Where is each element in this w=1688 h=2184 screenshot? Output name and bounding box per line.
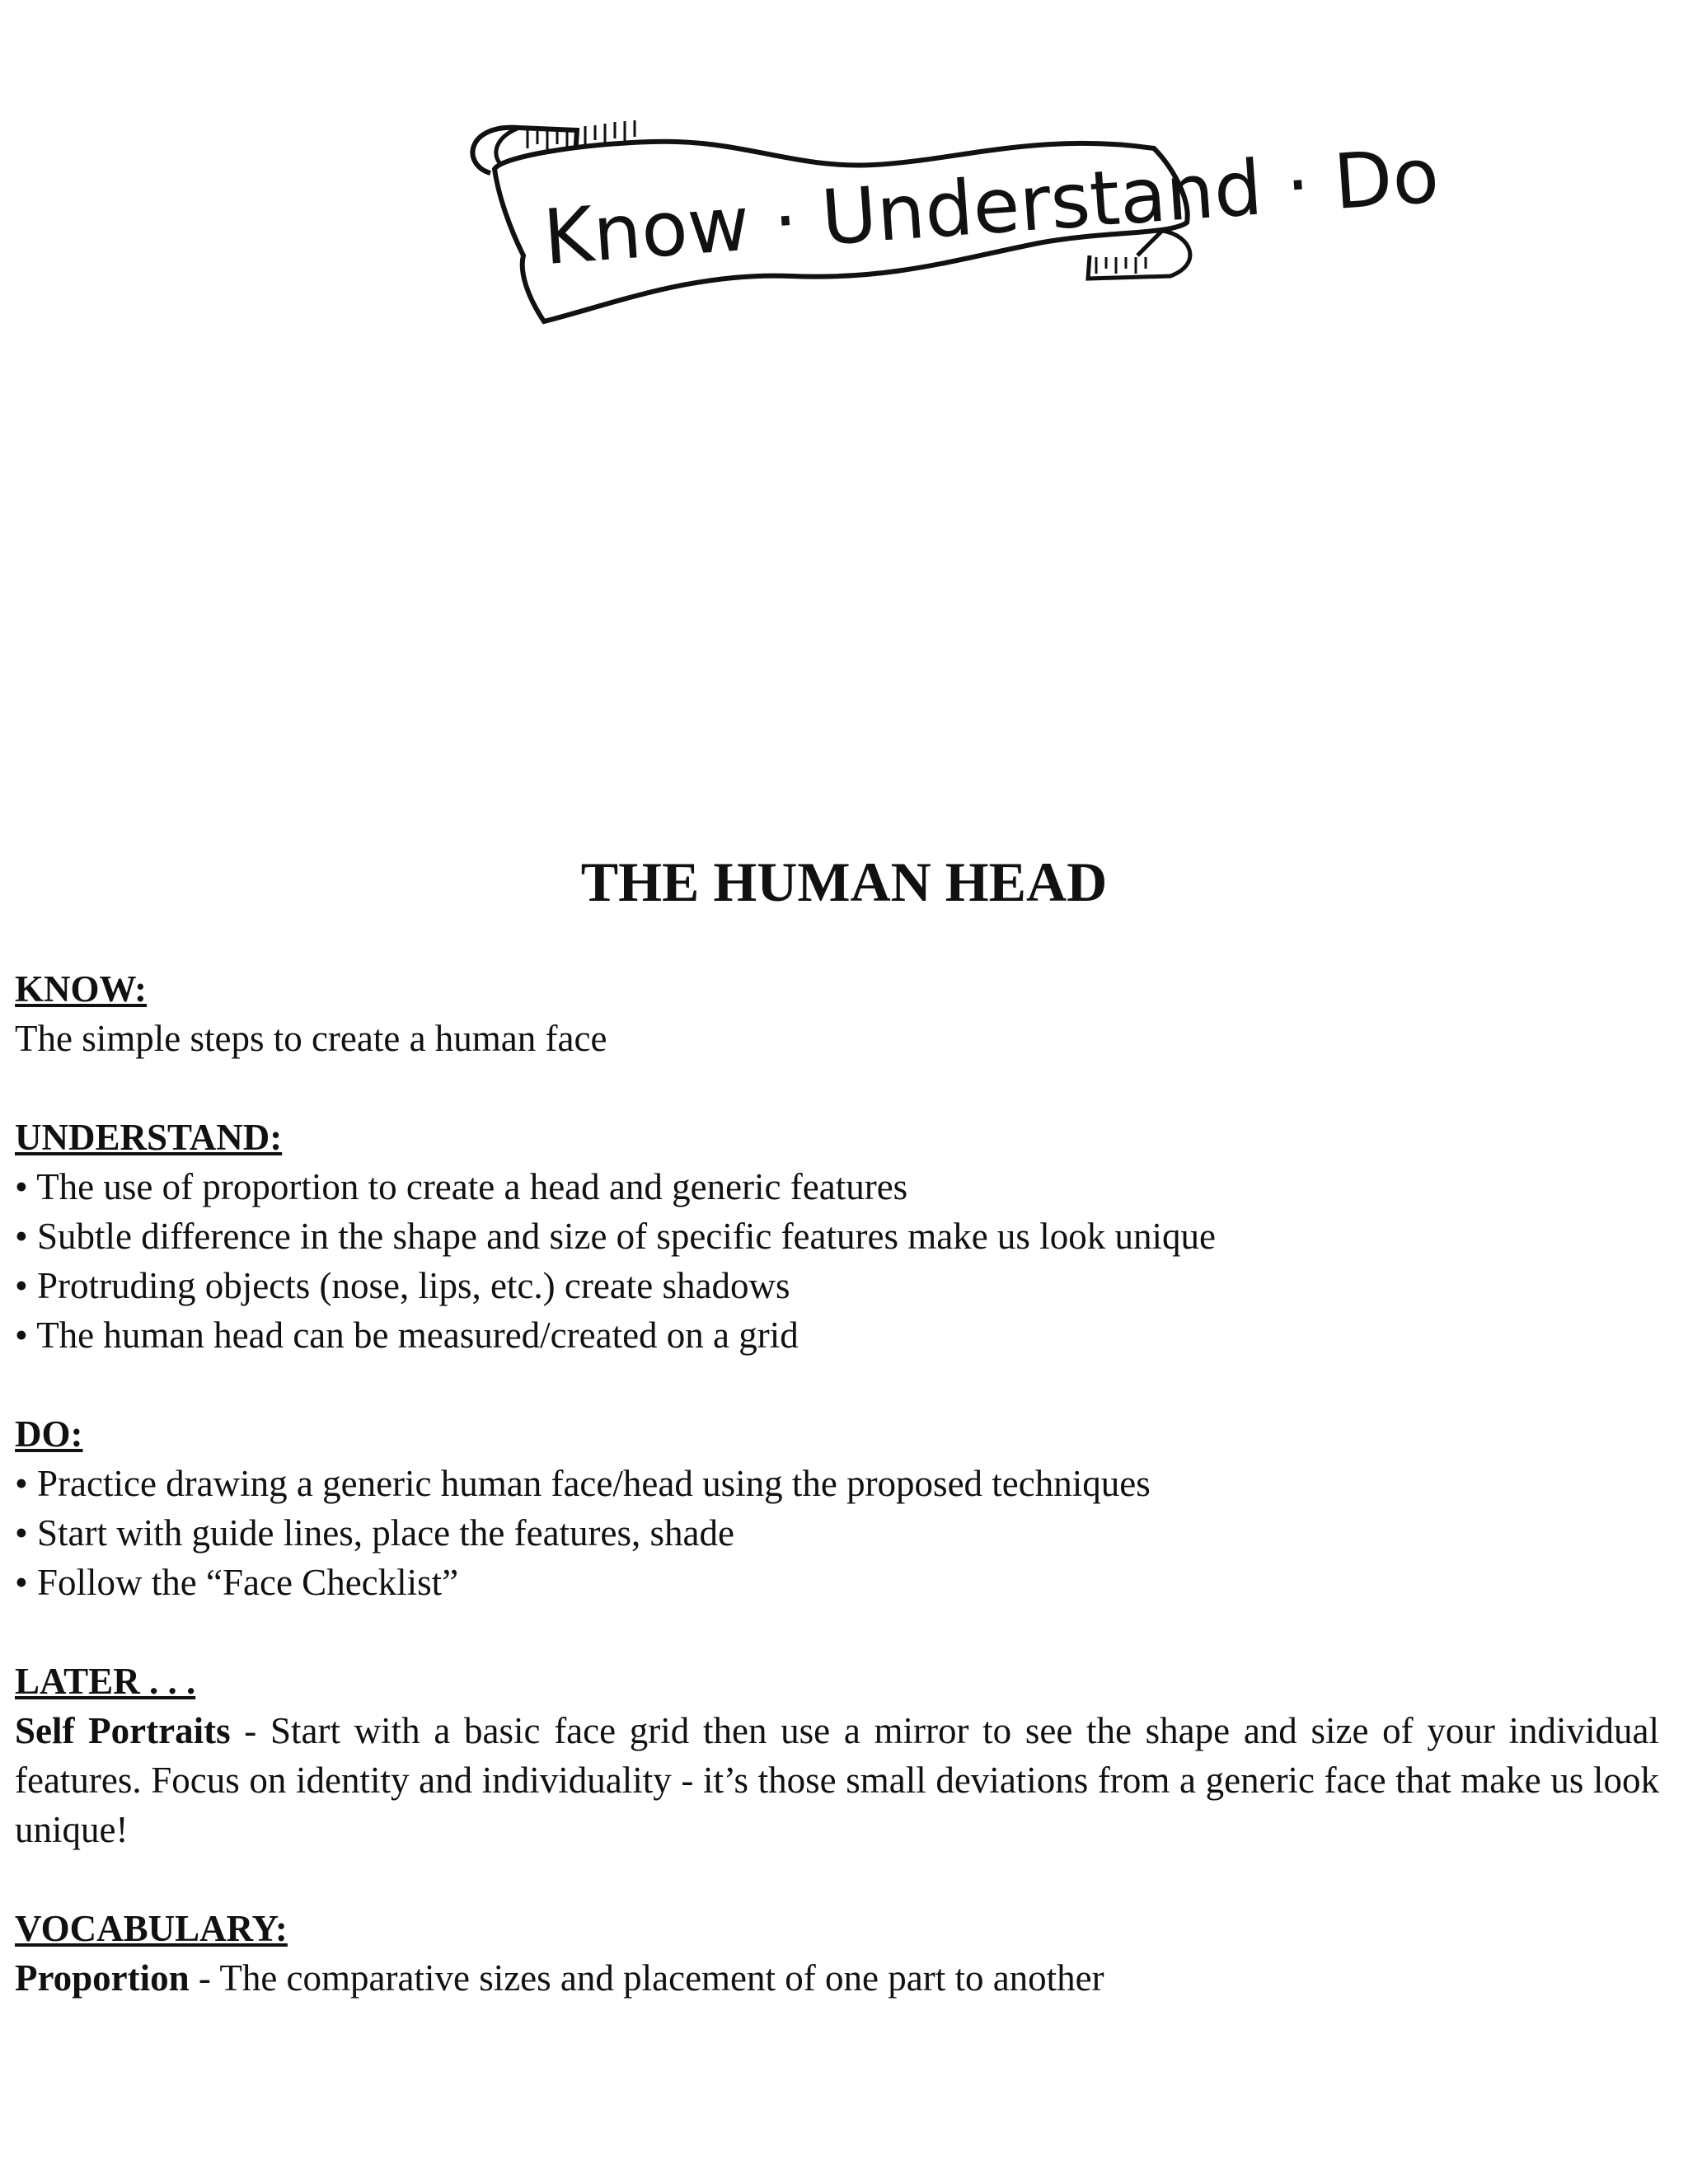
do-list [15,1459,1659,1607]
vocabulary-text: - The comparative sizes and placement of one part to another [189,1957,1104,1999]
know-understand-do-banner-logo [445,66,1442,330]
later-paragraph [15,1706,1659,1854]
list-item: • Start with guide lines, place the features, shade [15,1512,734,1554]
list-item: • Follow the “Face Checklist” [15,1562,459,1603]
document-body [15,964,1659,2052]
do-section [15,1409,1659,1607]
vocabulary-term: Proportion [15,1957,190,1999]
know-section [15,964,1659,1063]
later-heading: LATER . . . [15,1661,196,1702]
list-item: • Protruding objects (nose, lips, etc.) create shadows [15,1265,790,1306]
page-title: THE HUMAN HEAD [580,851,1108,913]
do-heading: DO: [15,1413,83,1455]
vocabulary-section [15,1904,1659,2003]
later-text: - Start with a basic face grid then use a mirror to see the shape and size of your individual features. Focus on identity and individuality - it’s those small deviations from a generic face that make us look unique! [15,1710,1659,1850]
later-term: Self Portraits [15,1710,231,1751]
understand-heading: UNDERSTAND: [15,1117,283,1158]
vocabulary-heading: VOCABULARY: [15,1908,288,1949]
list-item: • Subtle difference in the shape and size of specific features make us look unique [15,1216,1216,1257]
vocabulary-definition [15,1953,1659,2003]
know-heading: KNOW: [15,968,148,1010]
understand-section [15,1113,1659,1360]
later-section [15,1657,1659,1854]
understand-list [15,1162,1659,1360]
know-text: The simple steps to create a human face [15,1018,607,1059]
list-item: • Practice drawing a generic human face/head using the proposed techniques [15,1463,1151,1504]
list-item: • The human head can be measured/created on a grid [15,1315,799,1356]
list-item: • The use of proportion to create a head and generic features [15,1166,908,1207]
logo-text: Know · Understand · Do [540,131,1442,283]
